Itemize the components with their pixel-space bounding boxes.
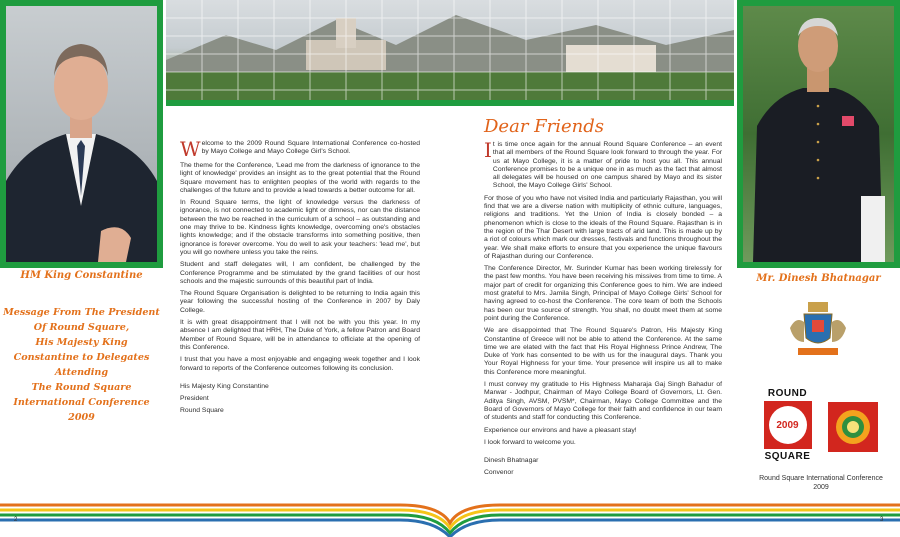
letter-paragraph: I must convey my gratitude to His Highness Maharaja Gaj Singh Bahadur of Marwar - Jodhpur, Chairman of Mayo College Board of Governors, Lt. Gen. Aditya Singh, AVSM, PVSM*, Chairman, Mayo College Committee and the Board of Governors of Mayo College for their faith and confidence in our team of students and staff for conducting this Conference. bbox=[484, 381, 722, 422]
logo-top-text: ROUND bbox=[767, 388, 808, 399]
signature-line: President bbox=[180, 395, 209, 403]
caption-line: 2009 bbox=[813, 484, 829, 491]
page-number-right: 3 bbox=[880, 517, 884, 523]
signature-line: His Majesty King Constantine bbox=[180, 382, 269, 390]
man-in-sherwani-image bbox=[743, 6, 894, 262]
letter-paragraph: It is with great disappointment that I will not be with you this year. In my absence I am delighted that HRH, The Duke of York, a fellow Patron and Board Member of Round Square, will be in attendance to officiate at the opening of this Conference. bbox=[180, 319, 420, 351]
letter-paragraph: For those of you who have not visited India and particularly Rajasthan, you will find that we are a diverse nation with multiplicity of ethnic culture, languages, religions and traditions. Yet the Union of India is closely bonded – a phenomenon which is close to the ideals of the Round Square. Rajasthan is in the region of the Thar Desert with large tracts of arid land. This is made up by a riot of colours which mark our dresses, festivals and functions throughout the year. We shall make efforts to ensure that you experience the unique flavours of Rajasthan during our Conference. bbox=[484, 194, 722, 260]
portrait-dinesh-bhatnagar bbox=[737, 0, 900, 268]
king-name-caption: HM King Constantine bbox=[20, 270, 143, 281]
signature-line: Dinesh Bhatnagar bbox=[484, 457, 539, 465]
message-line: The Round Square bbox=[31, 382, 132, 393]
president-letter bbox=[180, 137, 420, 420]
letter-paragraph: The theme for the Conference, 'Lead me from the darkness of ignorance to the light of knowledge' provides an insight as to the great potential that the Round Square movement has to enlighten peoples of the world with regards to the challenges of the future and to provide a lead towards a better outcome for all. bbox=[180, 162, 420, 194]
man-in-suit-image bbox=[6, 6, 157, 262]
decorative-stripes bbox=[0, 495, 900, 537]
conference-caption bbox=[752, 474, 890, 492]
campus-banner-image bbox=[166, 0, 734, 106]
dear-friends-heading: Dear Friends bbox=[484, 116, 604, 137]
message-line: 2009 bbox=[68, 412, 95, 423]
logo-year: 2009 bbox=[776, 419, 799, 431]
dropcap: W bbox=[180, 137, 201, 161]
message-line: Constantine to Delegates bbox=[13, 352, 150, 363]
message-line: Message From The President bbox=[3, 307, 160, 318]
message-line: International Conference bbox=[13, 397, 150, 408]
letter-paragraph: I look forward to welcome you. bbox=[484, 438, 576, 446]
letter-paragraph: The Conference Director, Mr. Surinder Kumar has been working tirelessly for the past few months. You have been receiving his missives from time to time. A major part of credit for organizing this Conference goes to him. We are indeed most grateful to Mrs. Jamila Singh, Principal of Mayo College Girls' School for having agreed to co-host the Conference. The core team of both the Schools has been our true source of strength. You shall, no doubt meet them at some point during the Conference. bbox=[484, 265, 722, 322]
conference-emblem-icon bbox=[828, 402, 878, 452]
letter-first-paragraph bbox=[180, 137, 420, 161]
signature-line: Convenor bbox=[484, 469, 514, 477]
signature-block bbox=[484, 457, 722, 478]
signature-line: Round Square bbox=[180, 407, 224, 415]
portrait-photo bbox=[743, 6, 894, 262]
paragraph-text: elcome to the 2009 Round Square International Conference co-hosted by Mayo College and Mayo College Girl's School. bbox=[201, 140, 420, 156]
bhatnagar-name-caption: Mr. Dinesh Bhatnagar bbox=[756, 273, 881, 284]
logo-red-box bbox=[764, 401, 812, 449]
message-line: His Majesty King bbox=[35, 337, 128, 348]
letter-paragraph: The Round Square Organisation is delighted to be returning to India again this year following the successful hosting of the Conference in 2007 by Daly College. bbox=[180, 290, 420, 314]
page-number-left: 2 bbox=[14, 517, 18, 523]
dropcap: I bbox=[484, 138, 492, 162]
portrait-photo bbox=[6, 6, 157, 262]
president-message bbox=[0, 305, 163, 425]
logo-bottom-text: SQUARE bbox=[764, 451, 811, 462]
logo-circle bbox=[769, 406, 807, 444]
letter-paragraph: In Round Square terms, the light of knowledge versus the darkness of ignorance, is not connected to academic light or dimness, nor can the distance between the two be reached in the curriculum of a school – as outstanding and one may thrive to be. Kindness lights knowledge, overcoming one's obstacles lights knowledge; and if the obstacle transforms into something positive, then ignorance is forever overcome. You do well to ask your teachers: 'lead me', but you will go nowhere unless you take the reins. bbox=[180, 199, 420, 256]
mayo-college-crest-icon bbox=[786, 298, 850, 360]
convenor-letter bbox=[484, 138, 722, 482]
portrait-king-constantine bbox=[0, 0, 163, 268]
signature-block bbox=[180, 383, 420, 416]
round-square-2009-logo bbox=[760, 388, 815, 470]
paragraph-text: t is time once again for the annual Round Square Conference – an event that all members of the Round Square look forward to through the year. For us at Mayo College, it is a matter of pride to host you all. This annual Conference promises to be a unique one in as much as the fact that almost all delegates will be housed on one campus shared by Mayo and its sister School, the Mayo College Girls' School. bbox=[492, 141, 722, 190]
letter-paragraph: I trust that you have a most enjoyable and engaging week together and I look forward to reports of the Conference outcomes following its conclusion. bbox=[180, 356, 420, 372]
message-line: Of Round Square, bbox=[33, 322, 130, 333]
letter-paragraph: Experience our environs and have a pleasant stay! bbox=[484, 426, 637, 434]
message-line: Attending bbox=[54, 367, 109, 378]
caption-line: Round Square International Conference bbox=[759, 475, 883, 482]
letter-paragraph: Student and staff delegates will, I am confident, be challenged by the Conference Programme and be stimulated by the grand facilities of our host schools and the majestic surrounds of this beautiful part of India. bbox=[180, 261, 420, 285]
letter-first-paragraph bbox=[484, 138, 722, 191]
letter-paragraph: We are disappointed that The Round Square's Patron, His Majesty King Constantine of Greece will not be able to attend the Conference. At the same time we are elated with the fact that His Royal Highness Prince Andrew, The Duke of York has consented to be with us for the inaugural days. Thank you Your Royal Highness for your time. Your presence will inspire us all to make this Conference more meaningful. bbox=[484, 327, 722, 376]
